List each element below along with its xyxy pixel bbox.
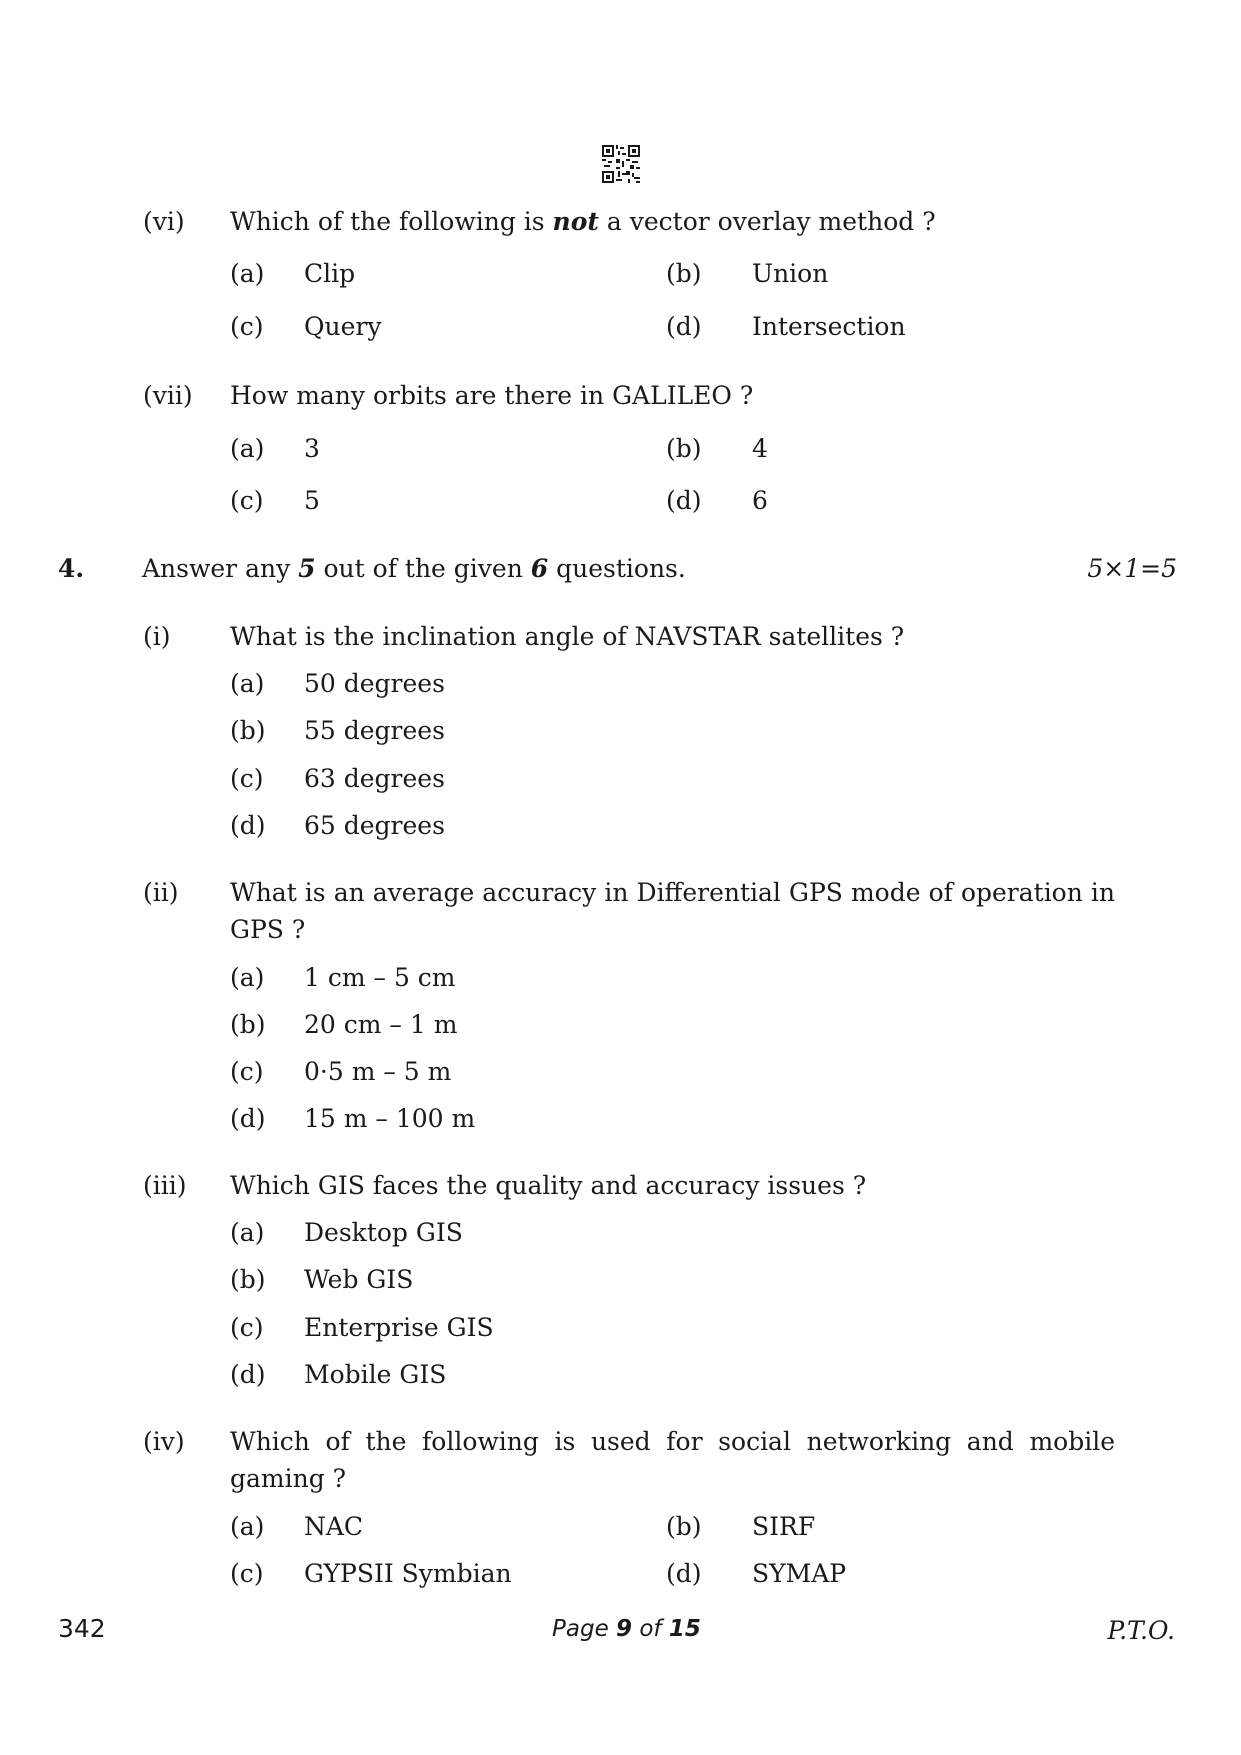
question-4-instruction: Answer any 5 out of the given 6 questions. xyxy=(142,554,686,583)
option-label: (b) xyxy=(230,1265,266,1294)
option-text: Query xyxy=(304,312,382,341)
question-number-vi: (vi) xyxy=(143,207,185,236)
option-text: NAC xyxy=(304,1512,364,1541)
question-text-i: What is the inclination angle of NAVSTAR satellites ? xyxy=(230,622,905,651)
option-text: 1 cm – 5 cm xyxy=(304,963,456,992)
question-number-i: (i) xyxy=(143,622,171,651)
option-text: Desktop GIS xyxy=(304,1218,463,1247)
option-text: 63 degrees xyxy=(304,764,445,793)
option-label: (d) xyxy=(230,811,266,840)
option-label: (c) xyxy=(230,1313,264,1342)
option-label: (b) xyxy=(230,1010,266,1039)
option-text: 20 cm – 1 m xyxy=(304,1010,458,1039)
option-label: (b) xyxy=(230,716,266,745)
question-number-ii: (ii) xyxy=(143,878,179,907)
option-text: Mobile GIS xyxy=(304,1360,447,1389)
option-text: Clip xyxy=(304,259,356,288)
question-text-ii: What is an average accuracy in Differential GPS mode of operation in GPS ? xyxy=(230,878,1115,944)
option-text: 3 xyxy=(304,434,320,463)
option-text: SYMAP xyxy=(752,1559,847,1588)
option-label: (d) xyxy=(230,1104,266,1133)
option-text: Enterprise GIS xyxy=(304,1313,494,1342)
pto-label: P.T.O. xyxy=(1107,1616,1175,1645)
question-text-iii: Which GIS faces the quality and accuracy issues ? xyxy=(230,1171,867,1200)
option-label: (d) xyxy=(230,1360,266,1389)
option-label: (a) xyxy=(230,963,265,992)
option-label: (a) xyxy=(230,1512,265,1541)
question-number-4: 4. xyxy=(58,554,85,583)
option-text: 0·5 m – 5 m xyxy=(304,1057,452,1086)
option-text: 6 xyxy=(752,486,768,515)
qr-code-icon xyxy=(602,145,640,183)
marks-allocation: 5×1=5 xyxy=(1087,554,1177,583)
option-label: (c) xyxy=(230,312,264,341)
option-text: GYPSII Symbian xyxy=(304,1559,512,1588)
option-label: (d) xyxy=(666,486,702,515)
question-number-iii: (iii) xyxy=(143,1171,187,1200)
option-text: Union xyxy=(752,259,829,288)
option-label: (c) xyxy=(230,764,264,793)
option-text: 15 m – 100 m xyxy=(304,1104,476,1133)
question-number-vii: (vii) xyxy=(143,381,193,410)
option-label: (b) xyxy=(666,259,702,288)
option-text: SIRF xyxy=(752,1512,816,1541)
option-text: 4 xyxy=(752,434,768,463)
question-text-iv: Which of the following is used for social networking and mobile gaming ? xyxy=(230,1427,1115,1493)
option-text: 5 xyxy=(304,486,320,515)
option-label: (b) xyxy=(666,434,702,463)
page-number: Page 9 of 15 xyxy=(552,1616,701,1642)
option-label: (c) xyxy=(230,1559,264,1588)
option-text: Intersection xyxy=(752,312,906,341)
question-number-iv: (iv) xyxy=(143,1427,185,1456)
option-label: (c) xyxy=(230,1057,264,1086)
question-text-vii: How many orbits are there in GALILEO ? xyxy=(230,381,754,410)
question-text-vi: Which of the following is not a vector overlay method ? xyxy=(230,207,936,236)
option-label: (d) xyxy=(666,312,702,341)
emphasis-not: not xyxy=(552,207,599,236)
option-label: (a) xyxy=(230,434,265,463)
option-label: (a) xyxy=(230,259,265,288)
option-text: 55 degrees xyxy=(304,716,445,745)
option-label: (c) xyxy=(230,486,264,515)
option-label: (b) xyxy=(666,1512,702,1541)
option-label: (a) xyxy=(230,1218,265,1247)
option-text: Web GIS xyxy=(304,1265,414,1294)
option-text: 50 degrees xyxy=(304,669,445,698)
option-text: 65 degrees xyxy=(304,811,445,840)
option-label: (d) xyxy=(666,1559,702,1588)
paper-code: 342 xyxy=(58,1614,106,1643)
option-label: (a) xyxy=(230,669,265,698)
